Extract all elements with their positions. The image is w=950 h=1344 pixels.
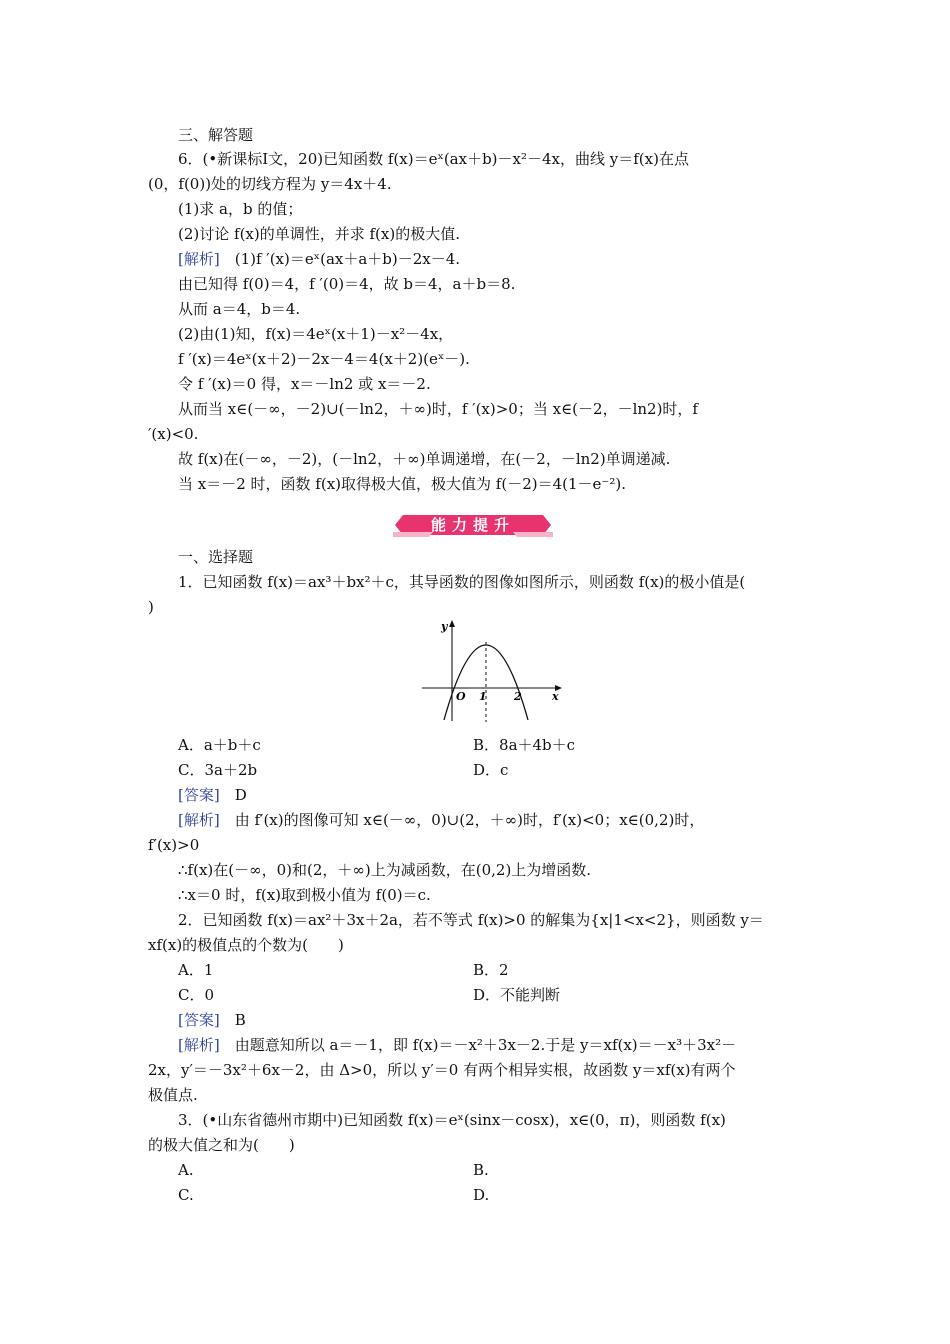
q2-option-b: B．2 [473,961,509,979]
q6-part1: (1)求 a，b 的值； [178,200,303,218]
q2-answer-value: B [219,1011,246,1029]
derivative-graph [418,618,568,723]
analysis-tag: [解析] [178,250,220,268]
ability-banner [393,512,553,538]
q1-analysis-line1 [178,809,704,831]
q6-solution-line10: 当 x＝－2 时，函数 f(x)取得极大值，极大值为 f(－2)＝4(1－e⁻²). [178,475,626,493]
q6-part2: (2)讨论 f(x)的单调性，并求 f(x)的极大值. [178,225,460,243]
q1-analysis-line4: ∴x＝0 时，f(x)取到极小值为 f(0)＝c. [178,886,431,904]
q1-stem-line1: 1．已知函数 f(x)＝ax³＋bx²＋c，其导函数的图像如图所示，则函数 f(x)的极小值是( [178,573,746,591]
section-heading-choice: 一、选择题 [178,548,254,566]
q6-stem-line2: (0，f(0))处的切线方程为 y＝4x＋4. [148,175,392,193]
origin-label: O [456,690,466,703]
q3-option-c: C. [178,1186,194,1204]
q1-answer-value: D [219,786,247,804]
q6-solution-line7: 从而当 x∈(－∞，－2)∪(－ln2，＋∞)时，f ′(x)>0；当 x∈(－2，－ln2)时，f [178,400,698,418]
answer-tag: [答案] [178,786,220,804]
q6-solution-line1 [178,248,460,270]
q2-analysis-line3: 极值点. [148,1086,198,1104]
q1-option-a: A．a＋b＋c [178,736,261,754]
q1-option-b: B．8a＋4b＋c [473,736,576,754]
analysis-tag: [解析] [178,811,220,829]
q2-option-d: D．不能判断 [473,986,561,1004]
tick-2-label: 2 [514,690,522,703]
y-axis-arrow [449,620,455,627]
x-label: x [552,690,559,703]
graph-svg [418,618,568,723]
q1-answer [178,784,247,806]
q1-option-c: C．3a＋2b [178,761,258,779]
q6-solution-line9: 故 f(x)在(－∞，－2)，(－ln2，＋∞)单调递增，在(－2，－ln2)单调递减. [178,450,671,468]
q3-option-d: D. [473,1186,490,1204]
q6-solution-line2: 由已知得 f(0)＝4，f ′(0)＝4，故 b＝4，a＋b＝8. [178,275,516,293]
q2-analysis-line2: 2x，y′＝－3x²＋6x－2，由 Δ>0，所以 y′＝0 有两个相异实根，故函数 y＝xf(x)有两个 [148,1061,736,1079]
q6-stem-line1: 6．(•新课标Ⅰ文，20)已知函数 f(x)＝eˣ(ax＋b)－x²－4x，曲线 y＝f(x)在点 [178,150,689,168]
q2-answer [178,1009,246,1031]
q6-solution-line8: ′(x)<0. [148,425,199,443]
section-heading-answer: 三、解答题 [178,126,254,144]
q6-solution-text: (1)f ′(x)＝eˣ(ax＋a＋b)－2x－4. [219,250,461,268]
q6-solution-line4: (2)由(1)知，f(x)＝4eˣ(x＋1)－x²－4x， [178,325,454,343]
q2-analysis-text: 由题意知所以 a＝－1，即 f(x)＝－x²＋3x－2.于是 y＝xf(x)＝－x³＋3x²－ [219,1036,737,1054]
q2-option-a: A．1 [178,961,214,979]
answer-tag: [答案] [178,1011,220,1029]
q3-stem-line1: 3．(•山东省德州市期中)已知函数 f(x)＝eˣ(sinx－cosx)，x∈(0，π)，则函数 f(x) [178,1111,726,1129]
q3-option-b: B. [473,1161,489,1179]
q6-solution-line6: 令 f ′(x)＝0 得，x＝－ln2 或 x＝－2. [178,375,431,393]
q2-stem-line2: xf(x)的极值点的个数为( ) [148,936,344,954]
q2-option-c: C．0 [178,986,215,1004]
q2-analysis-line1 [178,1034,736,1056]
q1-analysis-line3: ∴f(x)在(－∞，0)和(2，＋∞)上为减函数，在(0,2)上为增函数. [178,861,592,879]
q3-stem-line2: 的极大值之和为( ) [148,1136,295,1154]
q1-analysis-text: 由 f′(x)的图像可知 x∈(－∞，0)∪(2，＋∞)时，f′(x)<0；x∈(0,2)时， [219,811,705,829]
y-label: y [441,620,448,633]
q1-stem-line2: ) [148,598,154,616]
q1-analysis-line2: f′(x)>0 [148,836,200,854]
q1-option-d: D．c [473,761,509,779]
q3-option-a: A. [178,1161,194,1179]
analysis-tag: [解析] [178,1036,220,1054]
banner-label: 能力提升 [430,516,515,534]
q6-solution-line3: 从而 a＝4，b＝4. [178,300,301,318]
q2-stem-line1: 2．已知函数 f(x)＝ax²＋3x＋2a，若不等式 f(x)>0 的解集为{x|1<x<2}，则函数 y＝ [178,911,764,929]
tick-1-label: 1 [479,690,487,703]
q6-solution-line5: f ′(x)＝4eˣ(x＋2)－2x－4＝4(x＋2)(eˣ－). [178,350,470,368]
